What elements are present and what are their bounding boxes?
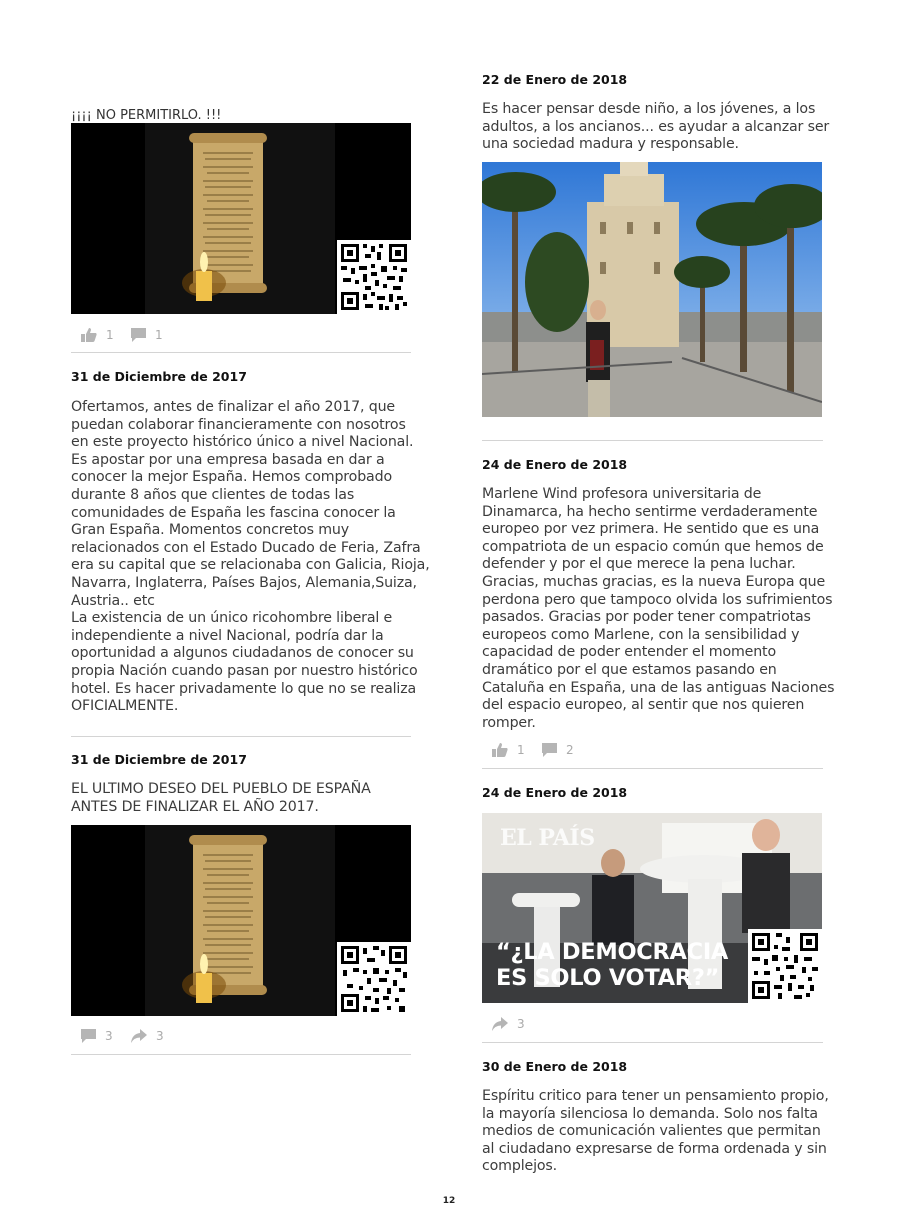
comment-button[interactable] [81, 1029, 113, 1043]
like-count: 1 [106, 328, 114, 342]
thumbs-up-icon [492, 743, 508, 757]
share-icon [131, 1029, 147, 1043]
divider [482, 440, 823, 441]
post-reactions [81, 1029, 231, 1049]
qr-code-icon [337, 942, 411, 1016]
post-text: Marlene Wind profesora universitaria de Dinamarca, ha hecho sentirme verdaderamente europeo por vez primera. He sentido que es una compatriota de un espacio común que hemos de defender y por el que merece la pena luchar. Gracias, muchas gracias, es la nueva Europa que perdona pero que tampoco olvida los sufrimientos pasados. Gracias por poder tener compatriotas europeos como Marlene, con la sensibilidad y capacidad de poder entender el momento dramático por el que estamos pasando en Cataluña en España, una de las antiguas Naciones del espacio europeo, al sentir que nos quieren romper. [482, 486, 835, 731]
scroll-candle-image[interactable] [71, 825, 411, 1016]
torre-del-oro-photo[interactable] [482, 162, 822, 417]
divider [71, 352, 411, 353]
post-reactions [492, 743, 642, 763]
comment-button[interactable] [542, 743, 574, 757]
divider [482, 768, 823, 769]
comment-icon [542, 743, 557, 757]
post-date: 24 de Enero de 2018 [482, 785, 628, 800]
like-count: 1 [517, 743, 525, 757]
divider [71, 1054, 411, 1055]
comment-button[interactable] [131, 328, 163, 342]
share-button[interactable] [131, 1029, 164, 1043]
share-button[interactable] [492, 1017, 525, 1031]
post-date: 22 de Enero de 2018 [482, 72, 628, 87]
qr-code-icon [748, 929, 822, 1003]
post-date: 31 de Diciembre de 2017 [71, 369, 247, 384]
like-button[interactable] [81, 328, 114, 342]
post-date: 30 de Enero de 2018 [482, 1059, 628, 1074]
el-pais-image[interactable] [482, 813, 822, 1003]
post-date: 24 de Enero de 2018 [482, 457, 628, 472]
share-count: 3 [156, 1029, 164, 1043]
post-reactions [492, 1017, 592, 1037]
post-date: 31 de Diciembre de 2017 [71, 752, 247, 767]
post-text: Ofertamos, antes de finalizar el año 2017, que puedan colaborar financieramente con nosotros en este proyecto histórico único a nivel Nacional. Es apostar por una empresa basada en dar a conocer la mejor España. Hemos comprobado durante 8 años que clientes de todas las comunidades de España les fascina conocer la Gran España. Momentos concretos muy relacionados con el Estado Ducado de Feria, Zafra era su capital que se relacionaba con Galicia, Rioja, Navarra, Inglaterra, Países Bajos, Alemania,Suiza, Austria.. etc La existencia de un único ricohombre liberal e independiente a nivel Nacional, podría dar la oportunidad a algunos ciudadanos de conocer su propia Nación cuando pasan por nuestro histórico hotel. Es hacer privadamente lo que no se realiza OFICIALMENTE. [71, 399, 430, 715]
comment-count: 1 [155, 328, 163, 342]
intro-text: ¡¡¡¡ NO PERMITIRLO. !!! [71, 108, 222, 123]
share-icon [492, 1017, 508, 1031]
el-pais-logo: EL PAÍS [500, 825, 595, 851]
like-button[interactable] [492, 743, 525, 757]
post-text: Espíritu critico para tener un pensamiento propio, la mayoría silenciosa lo demanda. Solo nos falta medios de comunicación valientes que permitan al ciudadano expresarse de forma ordenada y sin complejos. [482, 1088, 829, 1175]
image-headline: “¿LA DEMOCRACIA ES SOLO VOTAR?” [496, 939, 729, 991]
comment-count: 2 [566, 743, 574, 757]
post-reactions [81, 328, 231, 348]
post-text: Es hacer pensar desde niño, a los jóvenes, a los adultos, a los ancianos... es ayudar a alcanzar ser una sociedad madura y responsable. [482, 101, 830, 153]
share-count: 3 [517, 1017, 525, 1031]
comment-icon [131, 328, 146, 342]
divider [71, 736, 411, 737]
comment-count: 3 [105, 1029, 113, 1043]
divider [482, 1042, 823, 1043]
scroll-candle-image[interactable] [71, 123, 411, 314]
page-number: 12 [442, 1196, 456, 1206]
comment-icon [81, 1029, 96, 1043]
thumbs-up-icon [81, 328, 97, 342]
post-text: EL ULTIMO DESEO DEL PUEBLO DE ESPAÑA ANTES DE FINALIZAR EL AÑO 2017. [71, 781, 371, 815]
qr-code-icon [337, 240, 411, 314]
